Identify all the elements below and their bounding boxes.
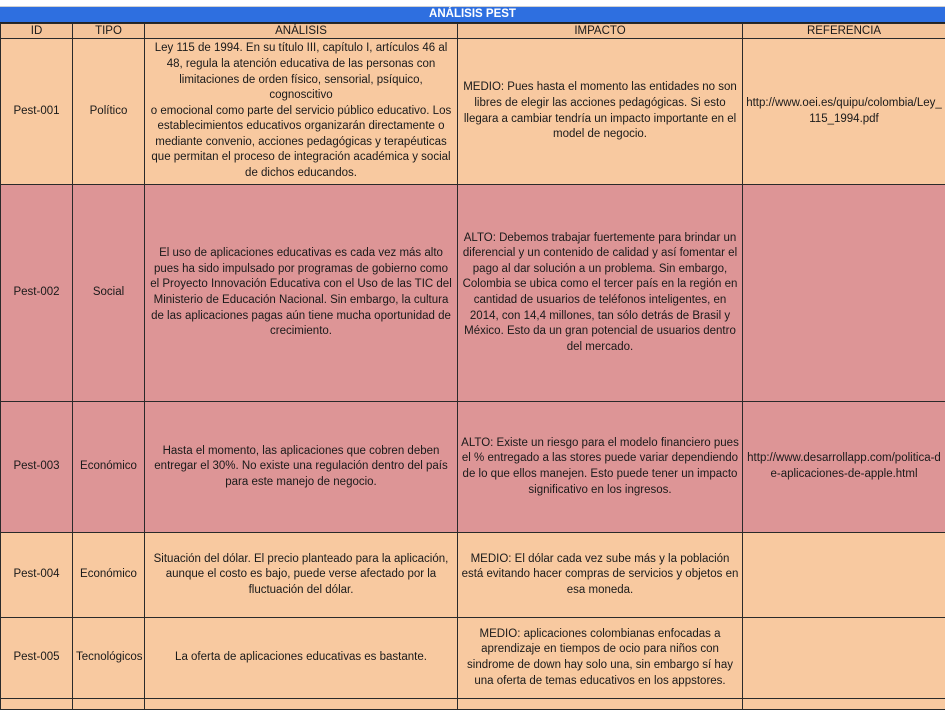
empty-cell[interactable] xyxy=(743,699,945,710)
cell-id[interactable]: Pest-004 xyxy=(1,533,73,618)
header-referencia[interactable]: REFERENCIA xyxy=(743,24,945,39)
sheet-title[interactable]: ANÁLISIS PEST xyxy=(0,7,945,23)
table-row xyxy=(1,39,945,185)
cell-referencia[interactable]: http://www.oei.es/quipu/colombia/Ley_115_1994.pdf xyxy=(743,39,945,185)
cell-referencia[interactable] xyxy=(743,185,945,402)
cell-analisis[interactable]: La oferta de aplicaciones educativas es bastante. xyxy=(145,618,458,699)
cell-tipo[interactable]: Económico xyxy=(73,402,145,533)
cell-tipo[interactable]: Económico xyxy=(73,533,145,618)
cell-tipo[interactable]: Político xyxy=(73,39,145,185)
cell-analisis[interactable]: Situación del dólar. El precio planteado para la aplicación, aunque el costo es bajo, puede verse afectado por la fluctuación del dólar. xyxy=(145,533,458,618)
cell-id[interactable]: Pest-003 xyxy=(1,402,73,533)
table-row xyxy=(1,402,945,533)
cell-referencia[interactable] xyxy=(743,533,945,618)
cell-tipo[interactable]: Social xyxy=(73,185,145,402)
cell-analisis[interactable]: El uso de aplicaciones educativas es cada vez más alto pues ha sido impulsado por programas de gobierno como el Proyecto Innovación Educativa con el Uso de las TIC del Ministerio de Educación Nacional. Sin embargo, la cultura de las aplicaciones pagas aún tiene mucha oportunidad de crecimiento. xyxy=(145,185,458,402)
top-strip xyxy=(0,0,945,7)
header-tipo[interactable]: TIPO xyxy=(73,24,145,39)
cell-id[interactable]: Pest-005 xyxy=(1,618,73,699)
cell-analisis[interactable]: Ley 115 de 1994. En su título III, capítulo I, artículos 46 al 48, regula la atención educativa de las personas con limitaciones de orden físico, sensorial, psíquico, cognoscitivo o emocional como parte del servicio público educativo. Los establecimientos educativos organizarán directamente o mediante convenio, acciones pedagógicas y terapéuticas que permitan el proceso de integración académica y social de dichos educandos. xyxy=(145,39,458,185)
pest-table xyxy=(0,23,945,710)
table-row xyxy=(1,618,945,699)
table-row-empty xyxy=(1,699,945,710)
header-analisis[interactable]: ANÁLISIS xyxy=(145,24,458,39)
table-row xyxy=(1,185,945,402)
empty-cell[interactable] xyxy=(458,699,743,710)
header-impacto[interactable]: IMPACTO xyxy=(458,24,743,39)
cell-impacto[interactable]: MEDIO: El dólar cada vez sube más y la población está evitando hacer compras de servicios y objetos en esa moneda. xyxy=(458,533,743,618)
cell-tipo[interactable]: Tecnológicos xyxy=(73,618,145,699)
cell-analisis[interactable]: Hasta el momento, las aplicaciones que cobren deben entregar el 30%. No existe una regulación dentro del país para este manejo de negocio. xyxy=(145,402,458,533)
cell-id[interactable]: Pest-001 xyxy=(1,39,73,185)
cell-impacto[interactable]: MEDIO: Pues hasta el momento las entidades no son libres de elegir las acciones pedagógicas. Si esto llegara a cambiar tendría un impacto importante en el model de negocio. xyxy=(458,39,743,185)
cell-referencia[interactable] xyxy=(743,618,945,699)
header-id[interactable]: ID xyxy=(1,24,73,39)
cell-impacto[interactable]: ALTO: Existe un riesgo para el modelo financiero pues el % entregado a las stores puede variar dependiendo de lo que ellos manejen. Esto puede tener un impacto significativo en los ingresos. xyxy=(458,402,743,533)
empty-cell[interactable] xyxy=(73,699,145,710)
empty-cell[interactable] xyxy=(145,699,458,710)
cell-id[interactable]: Pest-002 xyxy=(1,185,73,402)
header-row xyxy=(1,24,945,39)
cell-impacto[interactable]: ALTO: Debemos trabajar fuertemente para brindar un diferencial y un contenido de calidad y así fomentar el pago al dar solución a un problema. Sin embargo, Colombia se ubica como el tercer país en la región en cantidad de usuarios de teléfonos inteligentes, en 2014, con 14,4 millones, tan sólo detrás de Brasil y México. Esto da un gran potencial de usuarios dentro del mercado. xyxy=(458,185,743,402)
table-row xyxy=(1,533,945,618)
cell-impacto[interactable]: MEDIO: aplicaciones colombianas enfocadas a aprendizaje en tiempos de ocio para niños con sindrome de down hay solo una, sin embargo sí hay una oferta de temas educativos en los appstores. xyxy=(458,618,743,699)
empty-cell[interactable] xyxy=(1,699,73,710)
cell-referencia[interactable]: http://www.desarrollapp.com/politica-de-aplicaciones-de-apple.html xyxy=(743,402,945,533)
